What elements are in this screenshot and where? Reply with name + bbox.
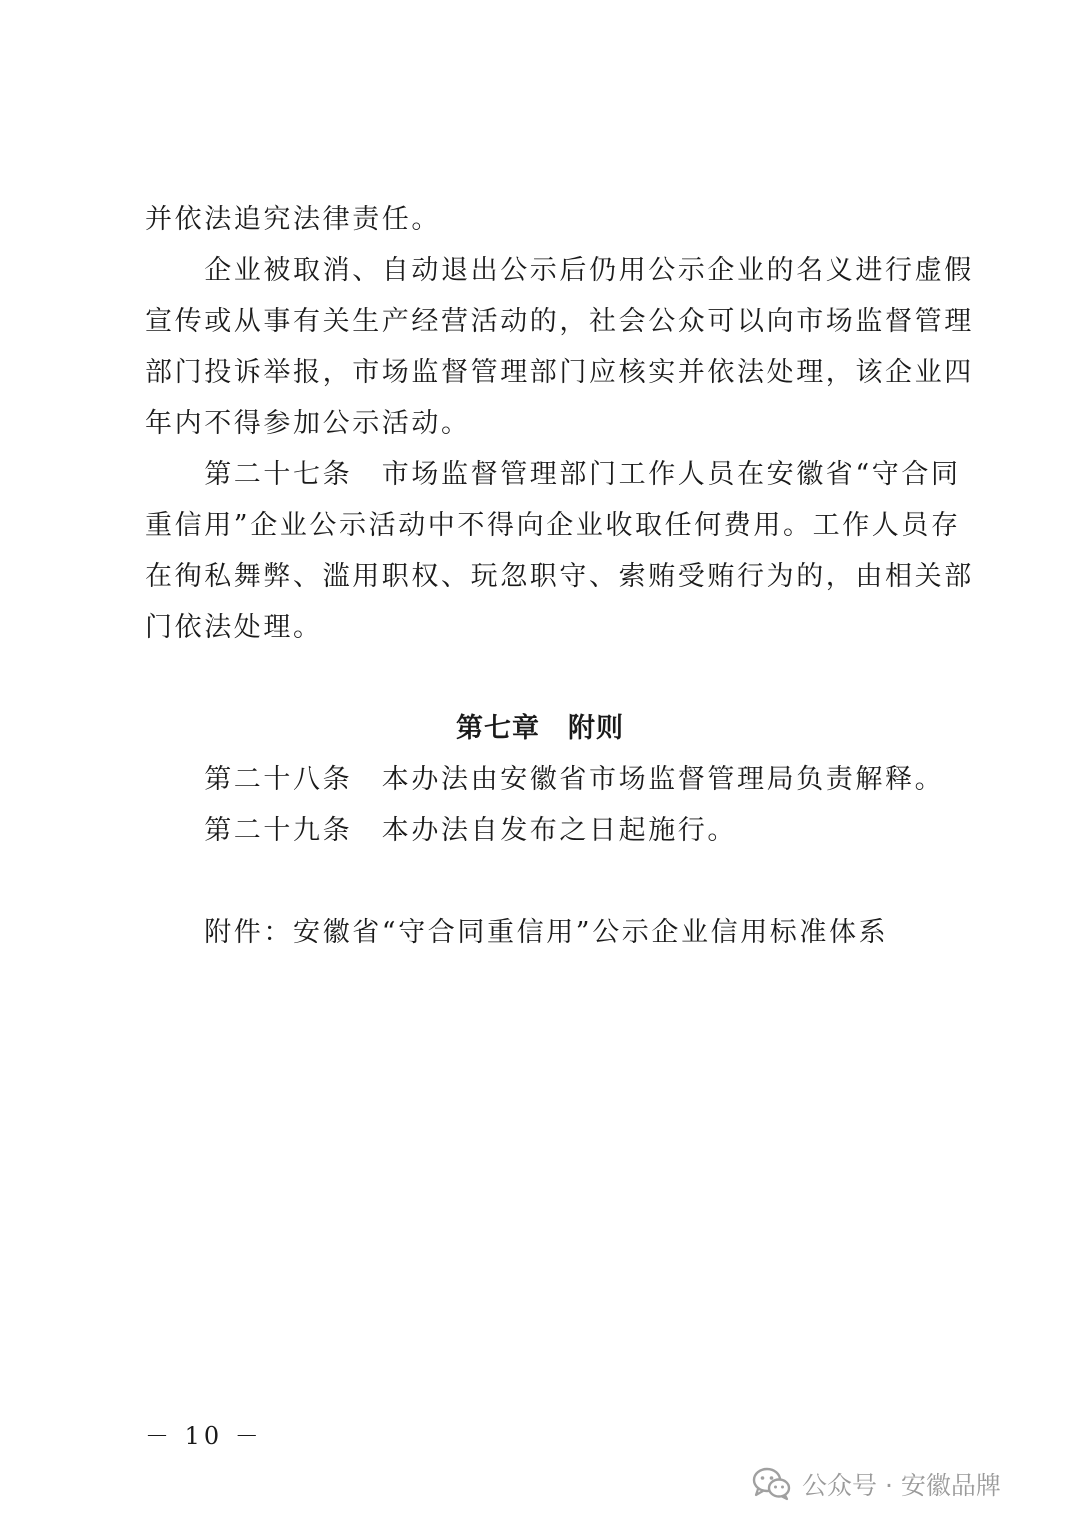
body-line-4: 部门投诉举报，市场监督管理部门应核实并依法处理，该企业四 [145,357,974,388]
body-line-3: 宣传或从事有关生产经营活动的，社会公众可以向市场监督管理 [145,306,974,337]
body-line-9: 门依法处理。 [145,612,323,643]
attachment-line: 附件：安徽省“守合同重信用”公示企业信用标准体系 [145,917,889,948]
body-line-8: 在徇私舞弊、滥用职权、玩忽职守、索贿受贿行为的，由相关部 [145,561,974,592]
watermark-text: 公众号 · 安徽品牌 [802,1471,1001,1500]
body-line-2: 企业被取消、自动退出公示后仍用公示企业的名义进行虚假 [145,255,974,286]
article-28-line: 第二十八条 本办法由安徽省市场监督管理局负责解释。 [145,764,945,795]
page-number: － 10 － [145,1422,263,1450]
body-line-7: 重信用”企业公示活动中不得向企业收取任何费用。工作人员存 [145,510,961,541]
body-line-1: 并依法追究法律责任。 [145,204,441,235]
wechat-watermark [752,1464,1001,1504]
chapter-heading: 第七章 附则 [456,713,624,744]
body-line-6: 第二十七条 市场监督管理部门工作人员在安徽省“守合同 [145,459,961,490]
body-line-5: 年内不得参加公示活动。 [145,408,471,439]
wechat-icon [752,1467,792,1501]
article-29-line: 第二十九条 本办法自发布之日起施行。 [145,815,737,846]
